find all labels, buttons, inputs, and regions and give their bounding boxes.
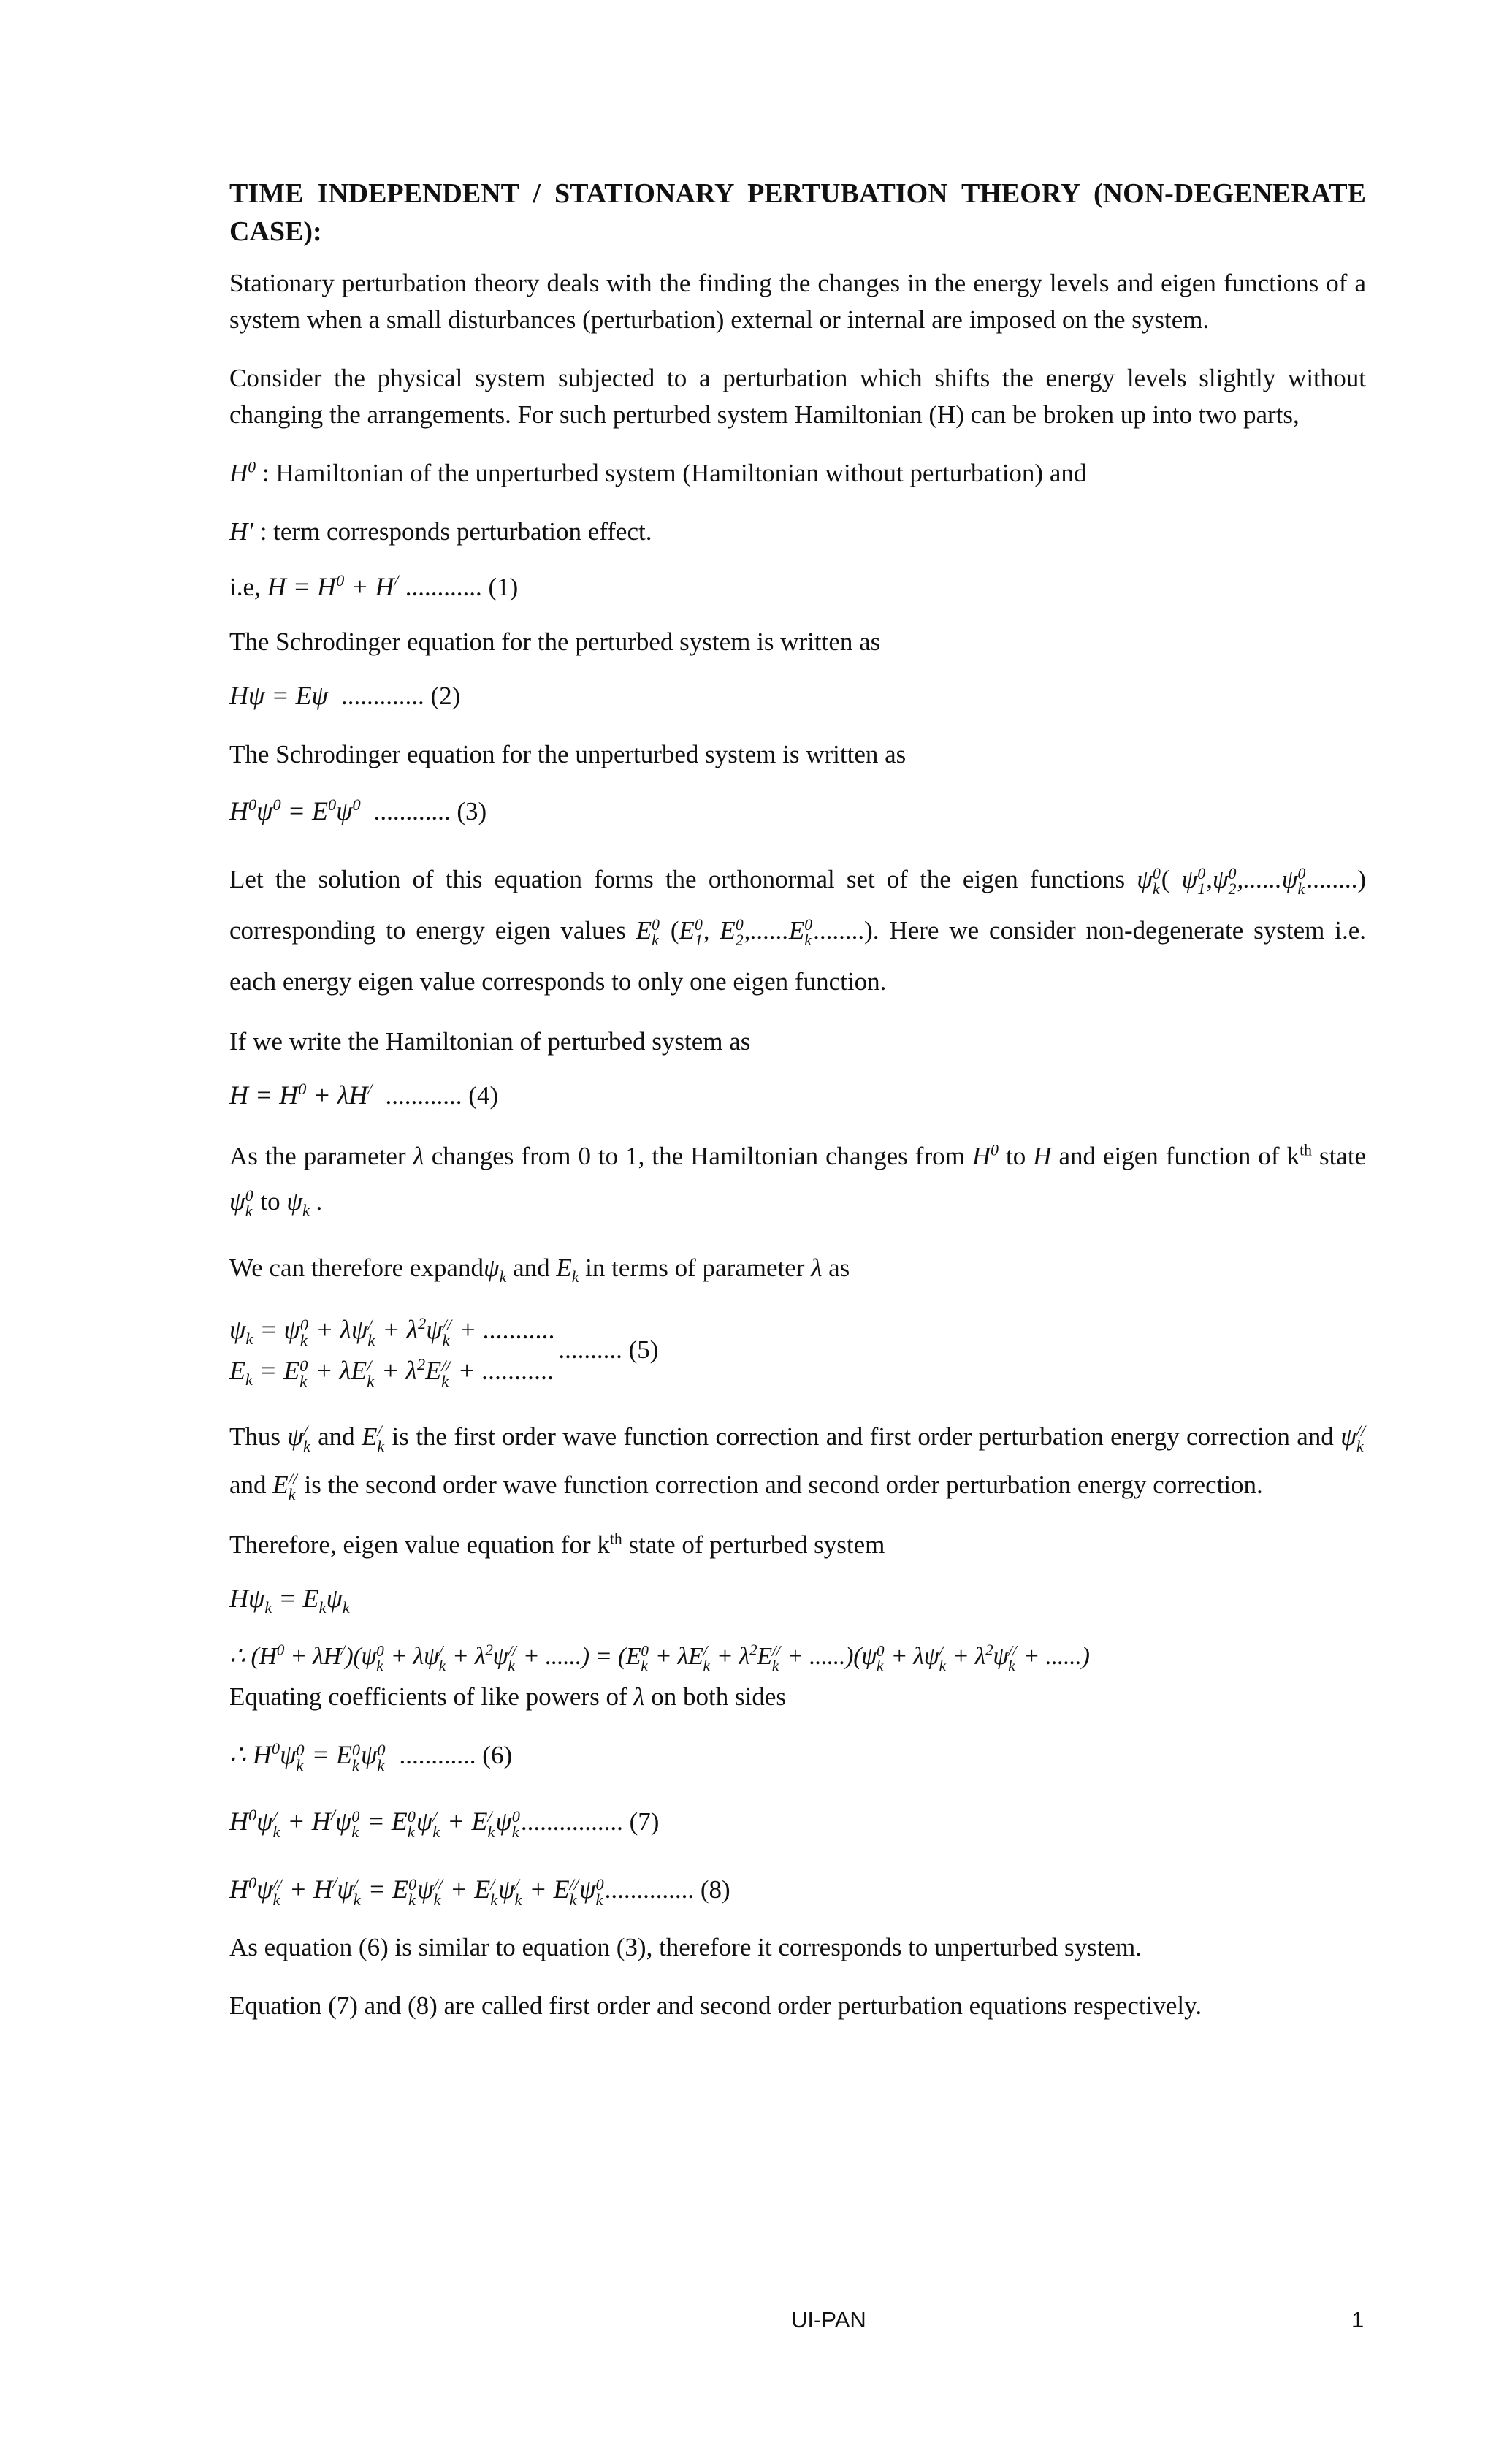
equation-3-tag: ............ (3) [373, 797, 487, 825]
paragraph-therefore: Therefore, eigen value equation for $k^{th}$ state of perturbed system [229, 1530, 885, 1559]
document-title: TIME INDEPENDENT / STATIONARY PERTUBATION THEORY (NON-DEGENERATE CASE): [229, 178, 1366, 247]
equation-3: $H^0\psi^0 = E^0\psi^0$ ............ (3) [229, 796, 487, 825]
equation-7: $H^0\psi$ / k + H/ψ 0 k = E 0 k ψ / k + E / k ψ 0 k ................ (7) [229, 1806, 660, 1841]
paragraph-thus: Thus ψ / k and E / k is the first order wave function correction and first order perturbation energy correction and ψ // k and E // k is the second order wave function correction and second order perturbation energy correction. [229, 1422, 1365, 1503]
footer-center-label: UI-PAN [791, 2307, 866, 2333]
equation-eigen-value: $H\psi_k = E_k\psi_k$ [229, 1584, 350, 1617]
equation-expansion: ∴ $(H^0 + \lambda H^/)(\psi$ 0 k + λψ / k + $\lambda^2\psi$ // k + ......) = (E 0 k + λE / k + $\lambda^2E$ // k + ......)(ψ 0 k + λψ / k + $\lambda^2\psi$ // k + ......) [229, 1641, 1090, 1675]
equation-6-tag: ............ (6) [399, 1741, 513, 1769]
footer-page-number: 1 [1351, 2307, 1365, 2333]
equation-1: i.e, $H = H^0 + H^/$ ............ (1) [229, 571, 519, 601]
equation-1-tag: ............ (1) [405, 573, 519, 601]
equation-8-tag: .............. (8) [604, 1875, 730, 1904]
equation-6: ∴ $H^0\psi$ 0 k = E 0 k ψ 0 k ............ (6) [229, 1739, 513, 1774]
paragraph-expand: We can therefore expandψ$_k$ and $E_k$ in terms of parameter λ as [229, 1254, 850, 1286]
paragraph-if-we-write: If we write the Hamiltonian of perturbed system as [229, 1027, 751, 1056]
equation-2-tag: ............. (2) [341, 682, 461, 710]
paragraph-equation-7-8: Equation (7) and (8) are called first order and second order perturbation equations respectively. [229, 1991, 1202, 2020]
equation-2: Hψ = Eψ ............. (2) [229, 681, 461, 710]
paragraph-equating: Equating coefficients of like powers of λ on both sides [229, 1682, 787, 1711]
symbol-hprime: H′ [229, 517, 253, 546]
symbol-h0: $H^0$ [229, 458, 256, 487]
paragraph-schrodinger-unperturbed: The Schrodinger equation for the unperturbed system is written as [229, 740, 907, 768]
paragraph-as-equation-6: As equation (6) is similar to equation (3), therefore it corresponds to unperturbed system. [229, 1933, 1142, 1961]
paragraph-intro: Stationary perturbation theory deals with the finding the changes in the energy levels and eigen functions of a system when a small disturbances (perturbation) external or internal are imposed on the system. [229, 269, 1366, 334]
equation-5: $\psi_k = \psi$ 0 k + λψ / k + $\lambda^2\psi$ // k + ........... $E_k = E$ 0 k + λE / k + $\lambda^2E$ // k + ........... .......... (5) [229, 1314, 659, 1390]
equation-4: $H = H^0 + \lambda H^/$ ............ (4) [229, 1080, 499, 1110]
paragraph-schrodinger-perturbed: The Schrodinger equation for the perturbed system is written as [229, 628, 881, 656]
definition-h0: $H^0$ : Hamiltonian of the unperturbed system (Hamiltonian without perturbation) and [229, 458, 1087, 487]
equation-4-tag: ............ (4) [385, 1081, 499, 1110]
paragraph-consider: Consider the physical system subjected to a perturbation which shifts the energy levels slightly without changing the arrangements. For such perturbed system Hamiltonian (H) can be broken up into two parts, [229, 364, 1366, 429]
paragraph-let-solution: Let the solution of this equation forms the orthonormal set of the eigen functions ψ 0 k ( ψ 0 1 ,ψ 0 2 ,......ψ 0 k ........) corresponding to energy eigen values E 0 k (E 0 1 , E 0 2 ,......E 0 k ........). Here we consider non-degenerate system i.e. each energy eigen value corresponds to only one eigen function. [229, 865, 1367, 996]
equation-7-tag: ................ (7) [520, 1807, 660, 1836]
equation-8: $H^0\psi$ // k + H/ψ / k = E 0 k ψ // k + E / k ψ / k + E // k ψ 0 k .............. (8) [229, 1874, 730, 1909]
definition-hprime: H′ : term corresponds perturbation effect. [229, 517, 652, 546]
document-page [229, 168, 1366, 2024]
equation-5-tag: .......... (5) [558, 1335, 659, 1364]
paragraph-parameter: As the parameter λ changes from 0 to 1, the Hamiltonian changes from $H^0$ to H and eigen function of $k^{th}$ state ψ 0 k to $\psi_k$ . [229, 1141, 1367, 1220]
